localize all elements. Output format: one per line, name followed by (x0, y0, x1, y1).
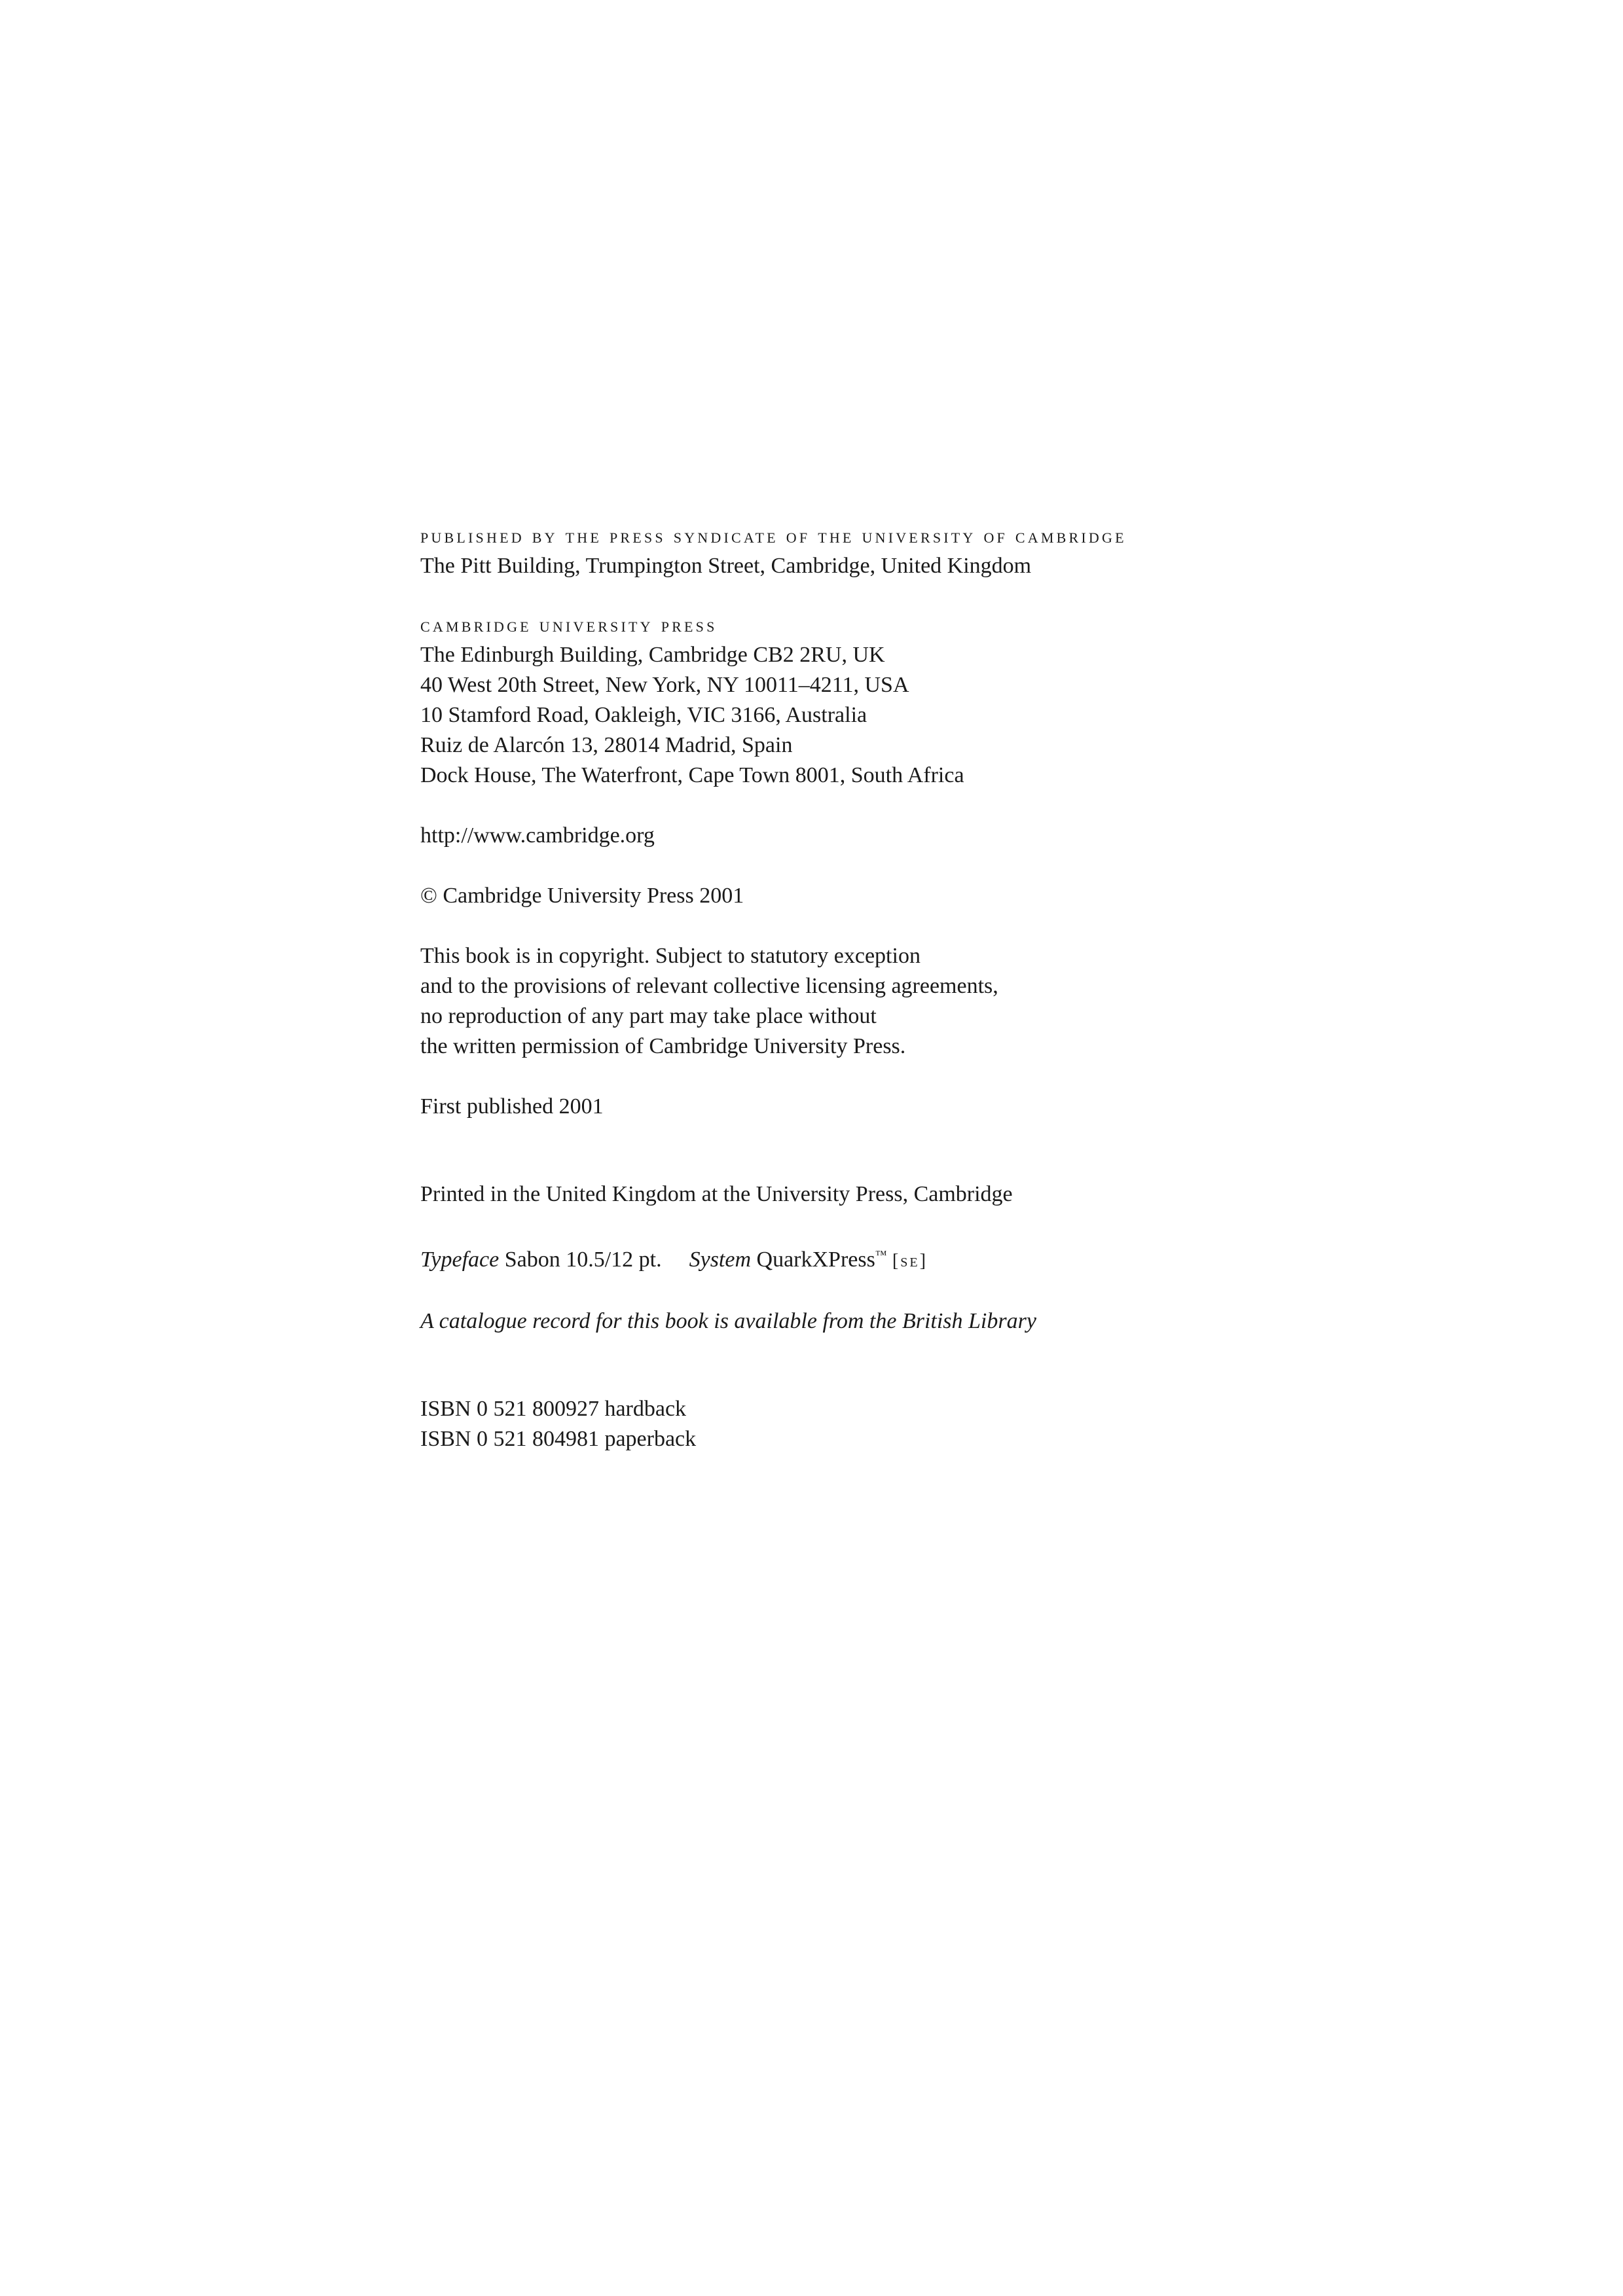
system-label: System (689, 1247, 752, 1272)
catalogue-record: A catalogue record for this book is available from the British Library (420, 1309, 1036, 1333)
press-address-australia: 10 Stamford Road, Oakleigh, VIC 3166, Australia (420, 703, 867, 727)
press-heading: cambridge university press (420, 613, 718, 636)
trademark-symbol: ™ (875, 1248, 887, 1261)
press-address-usa: 40 West 20th Street, New York, NY 10011–4211, USA (420, 673, 909, 697)
press-website-link[interactable]: http://www.cambridge.org (420, 823, 655, 848)
rights-line: and to the provisions of relevant collective licensing agreements, (420, 974, 998, 998)
typeface-label: Typeface (420, 1247, 500, 1272)
press-address-uk: The Edinburgh Building, Cambridge CB2 2RU, UK (420, 643, 885, 667)
system-suffix: [se] (892, 1251, 928, 1271)
typeface-value: Sabon 10.5/12 pt. (504, 1247, 662, 1272)
rights-line: the written permission of Cambridge University Press. (420, 1034, 906, 1058)
isbn-hardback: ISBN 0 521 800927 hardback (420, 1397, 687, 1421)
copyright-notice: © Cambridge University Press 2001 (420, 884, 744, 908)
printed-statement: Printed in the United Kingdom at the University Press, Cambridge (420, 1182, 1013, 1206)
isbn-paperback: ISBN 0 521 804981 paperback (420, 1427, 697, 1451)
first-published: First published 2001 (420, 1094, 604, 1119)
press-address-spain: Ruiz de Alarcón 13, 28014 Madrid, Spain (420, 733, 793, 757)
publisher-address: The Pitt Building, Trumpington Street, Cambridge, United Kingdom (420, 554, 1032, 578)
system-value: QuarkXPress (756, 1247, 875, 1272)
typeface-statement (420, 1240, 1285, 1276)
rights-line: This book is in copyright. Subject to statutory exception (420, 944, 921, 968)
publisher-heading: published by the press syndicate of the university of cambridge (420, 524, 1127, 547)
copyright-page-imprint (420, 521, 1285, 1454)
rights-line: no reproduction of any part may take place without (420, 1004, 877, 1028)
press-address-south-africa: Dock House, The Waterfront, Cape Town 8001, South Africa (420, 763, 964, 787)
